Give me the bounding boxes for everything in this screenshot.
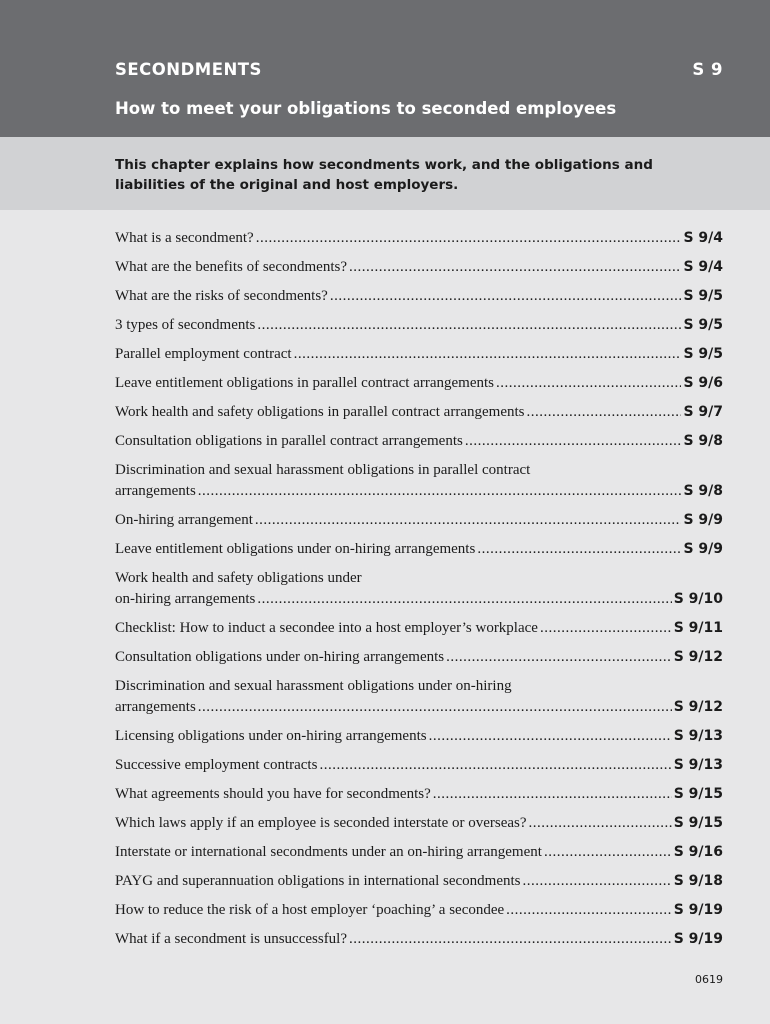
toc-entry[interactable] (115, 369, 723, 398)
toc-entry[interactable] (115, 809, 723, 838)
dot-leader (349, 929, 672, 950)
dot-leader (257, 315, 681, 336)
toc-entry-page: S 9/7 (683, 404, 723, 420)
toc-entry[interactable] (115, 340, 723, 369)
toc-entry-first-line: Discrimination and sexual harassment obligations in parallel contract (115, 462, 531, 478)
toc-entry-label: What agreements should you have for secondments? (115, 786, 431, 802)
chapter-title: How to meet your obligations to seconded employees (115, 99, 617, 118)
toc-entry-label: Parallel employment contract (115, 346, 292, 362)
dot-leader (523, 871, 672, 892)
toc-entry-first-line: Work health and safety obligations under (115, 570, 362, 586)
dot-leader (446, 647, 672, 668)
dot-leader (433, 784, 672, 805)
toc-entry-page: S 9/4 (683, 259, 723, 275)
toc-entry-label: Interstate or international secondments under an on-hiring arrangement (115, 844, 542, 860)
dot-leader (349, 257, 681, 278)
toc-entry-label: How to reduce the risk of a host employer ‘poaching’ a secondee (115, 902, 505, 918)
dot-leader (540, 618, 672, 639)
toc-entry-label: What are the risks of secondments? (115, 288, 328, 304)
toc-entry-page: S 9/19 (673, 902, 723, 918)
dot-leader (198, 481, 682, 502)
toc-entry-label: Consultation obligations in parallel contract arrangements (115, 433, 463, 449)
dot-leader (319, 755, 671, 776)
toc-entry-label: Checklist: How to induct a secondee into a host employer’s workplace (115, 620, 538, 636)
toc-entry-page: S 9/15 (673, 786, 723, 802)
toc-entry[interactable] (115, 564, 723, 614)
toc-entry-label: PAYG and superannuation obligations in international secondments (115, 873, 521, 889)
toc-entry[interactable] (115, 780, 723, 809)
toc-entry-page: S 9/8 (683, 483, 723, 499)
toc-entry-label: Leave entitlement obligations in parallel contract arrangements (115, 375, 495, 391)
toc-entry-label: Which laws apply if an employee is seconded interstate or overseas? (115, 815, 527, 831)
toc-entry-page: S 9/13 (673, 728, 723, 744)
table-of-contents (115, 224, 723, 954)
toc-entry-label: On-hiring arrangement (115, 512, 253, 528)
dot-leader (330, 286, 682, 307)
toc-entry[interactable] (115, 398, 723, 427)
dot-leader (255, 510, 682, 531)
dot-leader (257, 589, 671, 610)
toc-entry[interactable] (115, 282, 723, 311)
toc-entry-label: What are the benefits of secondments? (115, 259, 347, 275)
toc-entry-label: What if a secondment is unsuccessful? (115, 931, 348, 947)
toc-entry-label: Work health and safety obligations in parallel contract arrangements (115, 404, 525, 420)
section-title: SECONDMENTS (115, 60, 262, 79)
toc-entry-first-line: Discrimination and sexual harassment obligations under on-hiring (115, 678, 512, 694)
toc-entry-label: on-hiring arrangements (115, 591, 256, 607)
toc-entry-page: S 9/10 (673, 591, 723, 607)
toc-entry-page: S 9/8 (683, 433, 723, 449)
dot-leader (496, 373, 681, 394)
toc-entry[interactable] (115, 427, 723, 456)
toc-entry[interactable] (115, 311, 723, 340)
toc-entry[interactable] (115, 896, 723, 925)
toc-entry-page: S 9/19 (673, 931, 723, 947)
toc-entry-label: arrangements (115, 483, 196, 499)
toc-entry[interactable] (115, 838, 723, 867)
toc-entry[interactable] (115, 925, 723, 954)
toc-entry[interactable] (115, 643, 723, 672)
toc-entry-label: 3 types of secondments (115, 317, 256, 333)
toc-entry-page: S 9/9 (683, 512, 723, 528)
toc-entry-page: S 9/5 (683, 288, 723, 304)
toc-entry[interactable] (115, 751, 723, 780)
toc-entry[interactable] (115, 614, 723, 643)
toc-entry-label: Consultation obligations under on-hiring arrangements (115, 649, 445, 665)
toc-entry-page: S 9/5 (683, 317, 723, 333)
toc-entry-page: S 9/12 (673, 699, 723, 715)
toc-entry-page: S 9/5 (683, 346, 723, 362)
footer-code: 0619 (695, 973, 723, 986)
toc-entry-page: S 9/4 (683, 230, 723, 246)
dot-leader (256, 228, 682, 249)
toc-entry-label: Leave entitlement obligations under on-hiring arrangements (115, 541, 476, 557)
toc-entry-label: Licensing obligations under on-hiring arrangements (115, 728, 427, 744)
toc-entry[interactable] (115, 672, 723, 722)
toc-entry[interactable] (115, 456, 723, 506)
toc-entry[interactable] (115, 722, 723, 751)
toc-entry[interactable] (115, 506, 723, 535)
toc-entry-page: S 9/12 (673, 649, 723, 665)
toc-entry[interactable] (115, 253, 723, 282)
toc-entry-page: S 9/9 (683, 541, 723, 557)
intro-text: This chapter explains how secondments work, and the obligations and liabilities of the original and host employers. (115, 157, 653, 193)
toc-entry-page: S 9/11 (673, 620, 723, 636)
toc-entry-label: Successive employment contracts (115, 757, 318, 773)
dot-leader (198, 697, 672, 718)
dot-leader (294, 344, 682, 365)
chapter-header (0, 0, 770, 137)
toc-entry[interactable] (115, 867, 723, 896)
toc-entry-page: S 9/18 (673, 873, 723, 889)
dot-leader (529, 813, 672, 834)
toc-entry-label: What is a secondment? (115, 230, 254, 246)
toc-entry[interactable] (115, 535, 723, 564)
toc-entry-label: arrangements (115, 699, 196, 715)
toc-entry-page: S 9/6 (683, 375, 723, 391)
section-code: S 9 (692, 60, 723, 79)
toc-entry-page: S 9/16 (673, 844, 723, 860)
dot-leader (544, 842, 672, 863)
toc-entry-page: S 9/15 (673, 815, 723, 831)
dot-leader (477, 539, 681, 560)
dot-leader (429, 726, 672, 747)
dot-leader (506, 900, 672, 921)
toc-entry[interactable] (115, 224, 723, 253)
dot-leader (465, 431, 682, 452)
dot-leader (526, 402, 681, 423)
toc-entry-page: S 9/13 (673, 757, 723, 773)
